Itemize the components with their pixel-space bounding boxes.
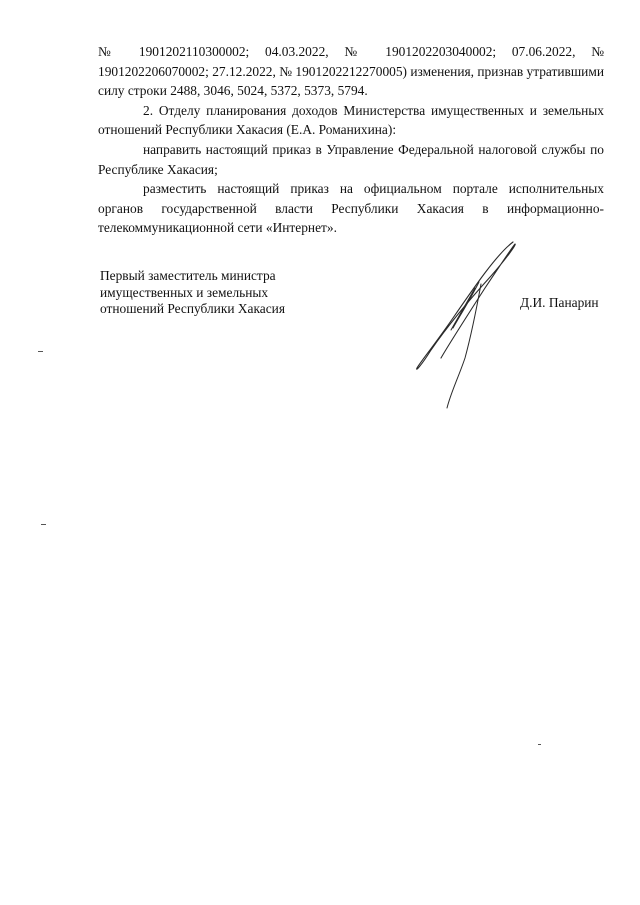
document-body	[98, 42, 604, 238]
paragraph-item-2: 2. Отделу планирования доходов Министерства имущественных и земельных отношений Республики Хакасия (Е.А. Романихина):	[98, 102, 604, 138]
scan-mark	[41, 524, 46, 525]
handwritten-signature	[405, 236, 530, 414]
paragraph-publish-order: разместить настоящий приказ на официальном портале исполнительных органов государственной власти Республики Хакасия в информационно-телекоммуникационной сети «Интернет».	[98, 181, 604, 236]
signatory-position-line: Первый заместитель министра	[100, 268, 276, 283]
paragraph-send-order: направить настоящий приказ в Управление Федеральной налоговой службы по Республике Хакасия;	[98, 141, 604, 177]
scan-mark	[38, 351, 43, 352]
signatory-name: Д.И. Панарин	[520, 295, 599, 310]
paragraph-continuation: № 1901202110300002; 04.03.2022, № 1901202203040002; 07.06.2022, № 1901202206070002; 27.12.2022, № 1901202212270005) изменения, признав утратившими силу строки 2488, 3046, 5024, 5372, 5373, 5794.	[98, 44, 604, 99]
signatory-position-line: имущественных и земельных	[100, 284, 269, 300]
signatory-position-line: отношений Республики Хакасия	[100, 301, 285, 316]
signatory-position	[100, 268, 340, 318]
scan-mark	[538, 744, 541, 745]
